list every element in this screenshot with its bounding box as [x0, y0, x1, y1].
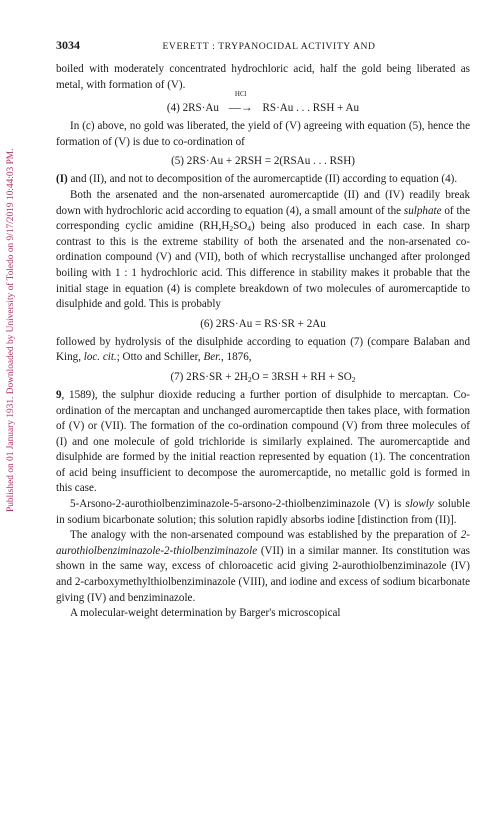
paragraph-6 [56, 388, 470, 497]
p7-text-1: 5-Arsono-2-aurothiolbenziminazole-5-arsono-2-thiolbenziminazole (V) is [70, 498, 406, 511]
p4-text-2: of the corresponding cyclic amidine (RH,H [56, 204, 470, 233]
paragraph-3-text: and (II), and not to decomposition of the auromercaptide (II) according to equation (4). [67, 173, 458, 186]
p8-text-1: The analogy with the non-arsenated compound was established by the preparation of [70, 529, 461, 542]
paragraph-7 [56, 497, 470, 528]
p5-ber: Ber. [203, 351, 222, 364]
eq7-sub-2: 2 [351, 374, 356, 384]
p4-text-1: Both the arsenated and the non-arsenated auromercaptide (II) and (IV) readily break down with hydrochloric acid according to equation (4), a small amount of the [56, 188, 470, 217]
download-watermark: Published on 01 January 1931. Downloaded by University of Toledo on 9/17/2019 10:44:03 PM. [6, 148, 16, 512]
paragraph-4 [56, 188, 470, 313]
paragraph-8 [56, 528, 470, 606]
eq4-right: RS·Au . . . RSH + Au [262, 102, 360, 115]
eq7-text-2: O = 3RSH + RH + SO [251, 370, 352, 383]
p5-loc-cit: loc. cit. [83, 351, 117, 364]
p6-volume: 9 [56, 388, 62, 401]
eq4-left: 2RS·Au [182, 102, 219, 115]
p4-sub-1: 2 [229, 224, 234, 234]
p8-compound-name: 2-aurothiolbenziminazole-2-thiolbenziminazole [56, 529, 470, 557]
reaction-arrow [226, 90, 256, 116]
p5-text-2: ; Otto and Schiller, [116, 351, 204, 364]
page-body [56, 38, 470, 622]
arrow-icon: —→ [228, 100, 253, 115]
equation-7 [56, 369, 470, 385]
paragraph-1: boiled with moderately concentrated hydrochloric acid, half the gold being liberated as metal, with formation of (V). [56, 63, 470, 91]
paragraph-9: A molecular-weight determination by Barger's microscopical [70, 607, 341, 620]
page-number: 3034 [56, 38, 80, 52]
equation-4 [56, 90, 470, 116]
compound-ref-i: (I) [56, 173, 68, 186]
p4-sub-2: 4 [247, 224, 252, 234]
equation-5: (5) 2RS·Au + 2RSH = 2(RSAu . . . RSH) [171, 155, 355, 168]
eq4-number: (4) [166, 102, 180, 115]
paragraph-2: In (c) above, no gold was liberated, the yield of (V) agreeing with equation (5), hence the formation of (V) is due to co-ordination of [56, 120, 470, 148]
p5-text-3: , 1876, [221, 351, 252, 364]
eq7-text-1: (7) 2RS·SR + 2H [170, 370, 248, 383]
p7-slowly: slowly [405, 498, 434, 511]
p4-sulphate: sulphate [403, 204, 442, 217]
p6-text: , 1589), the sulphur dioxide reducing a further portion of disulphide to mercaptan. Co-ordination of the mercaptan and unchanged auromercaptide then takes place, with formation of (V) or (VII). The formation of the co-ordination compound (V) from three molecules of (I) and one molecule of gold trichloride is similarly explained. The auromercaptide and disulphide are formed by the initial reaction represented by equation (1). The concentration of acid being insufficient to decompose the auromercaptide, no metallic gold is formed in this case. [56, 388, 470, 495]
p4-text-4: ) being also produced in each case. In sharp contrast to this is the extreme stability of both the arsenated and the non-arsenated co-ordination compound (V) and (VII), both of which recrystallise unchanged after prolonged boiling with 1 : 1 hydrochloric acid. This difference in stability makes it probable that the initial stage in equation (4) is complete breakdown of two molecules of auromercaptide to disulphide and gold. This is probably [56, 220, 470, 311]
eq7-sub-1: 2 [247, 374, 252, 384]
paragraph-3 [56, 172, 470, 188]
arrow-label: HCl [234, 90, 247, 99]
p8-text-2: (VII) in a similar manner. Its constitution was shown in the same way, excess of chloroacetic acid giving 2-aurothiolbenziminazole (IV) and 2-carboxymethylthiolbenziminazole (VIII), and iodine and excess of sodium bicarbonate giving (IV) and benziminazole. [56, 544, 470, 604]
paragraph-5 [56, 335, 470, 366]
p4-text-3: SO [233, 220, 248, 233]
p5-text-1: followed by hydrolysis of the disulphide according to equation (7) (compare Balaban and King, [56, 335, 470, 364]
p7-text-2: soluble in sodium bicarbonate solution; this solution rapidly absorbs iodine [distinction from (II)]. [56, 498, 470, 526]
running-title: EVERETT : TRYPANOCIDAL ACTIVITY AND [162, 41, 376, 52]
equation-6: (6) 2RS·Au = RS·SR + 2Au [200, 317, 326, 330]
page-header [56, 38, 470, 56]
